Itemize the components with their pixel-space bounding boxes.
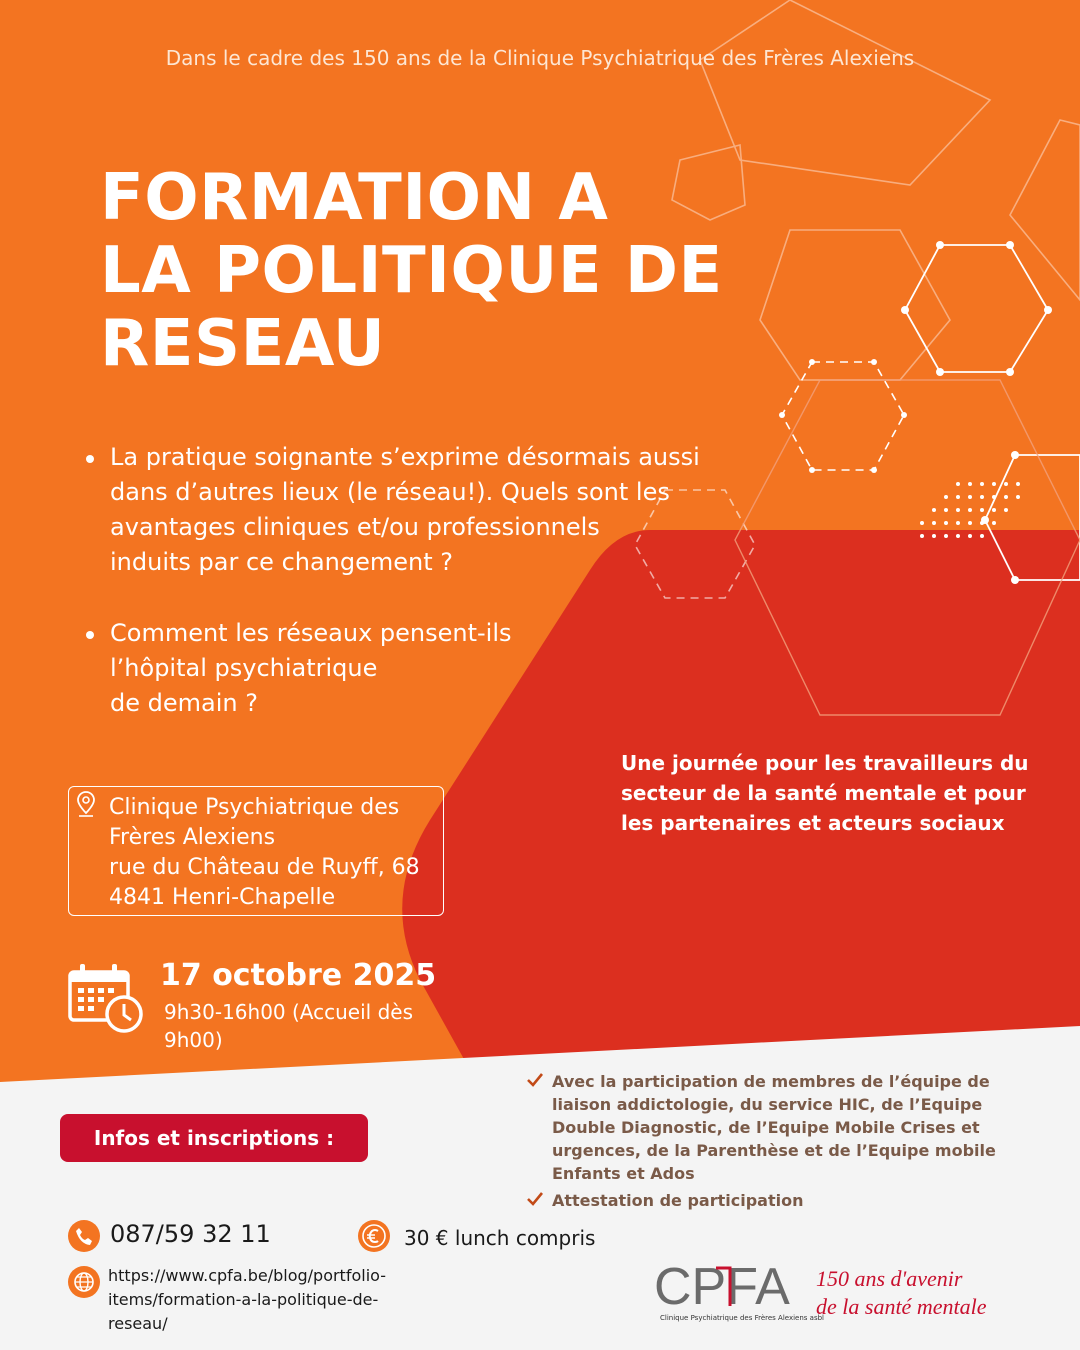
- location-pin-icon: [73, 789, 99, 819]
- title-line-3: RESEAU: [100, 307, 386, 381]
- hexagon-white: [905, 245, 1048, 372]
- hexagon-outline: [760, 230, 950, 380]
- dot-grid: [920, 482, 1020, 538]
- price-text: 30 € lunch compris: [404, 1226, 596, 1250]
- phone-number[interactable]: 087/59 32 11: [110, 1220, 271, 1248]
- address-line: 4841 Henri-Chapelle: [109, 885, 336, 910]
- title-line-1: FORMATION A: [100, 161, 609, 235]
- question-list: [80, 440, 780, 757]
- logo-tagline-2: de la santé mentale: [816, 1294, 987, 1319]
- address-line: rue du Château de Ruyff, 68: [109, 855, 420, 880]
- address-box: [68, 786, 444, 916]
- audience-text: Une journée pour les travailleurs du secteur de la santé mentale et pour les partenaires et acteurs sociaux: [621, 751, 1029, 835]
- logo-acronym: CPFA: [654, 1260, 790, 1316]
- page-title: [100, 162, 723, 381]
- address-line: Clinique Psychiatrique des: [109, 795, 400, 820]
- calendar-clock-icon: [68, 962, 146, 1034]
- euro-icon: [358, 1220, 390, 1252]
- website-link[interactable]: https://www.cpfa.be/blog/portfolio- items/formation-a-la-politique-de- reseau/: [108, 1266, 386, 1333]
- address-text: [109, 793, 420, 913]
- checkmark-icon: [526, 1191, 544, 1207]
- hexagon-outline: [700, 0, 990, 185]
- feature-item: [526, 1070, 1026, 1185]
- phone-icon: [68, 1220, 100, 1252]
- checkmark-icon: [526, 1072, 544, 1088]
- logo-tagline-1: 150 ans d'avenir: [816, 1266, 963, 1291]
- logo-subtitle: Clinique Psychiatrique des Frères Alexiens asbl: [660, 1314, 824, 1322]
- globe-icon: [68, 1266, 100, 1298]
- infos-inscriptions-button[interactable]: Infos et inscriptions :: [60, 1114, 368, 1162]
- hexagon-outline: [1010, 120, 1080, 300]
- event-hours: 9h30-16h00 (Accueil dès 9h00): [164, 1000, 413, 1052]
- feature-text: Attestation de participation: [552, 1191, 804, 1210]
- address-line: Frères Alexiens: [109, 825, 276, 850]
- feature-text: Avec la participation de membres de l’équipe de liaison addictologie, du service HIC, de l’Equipe Double Diagnostic, de l’Equipe Mobile Crises et urgences, de la Parenthèse et de l’Equipe mobile Enfants et Ados: [552, 1072, 996, 1183]
- feature-list: [526, 1070, 1026, 1216]
- question-item: Comment les réseaux pensent-ils l’hôpital psychiatrique de demain ?: [80, 616, 780, 721]
- title-line-2: LA POLITIQUE DE: [100, 234, 723, 308]
- question-item: La pratique soignante s’exprime désormais aussi dans d’autres lieux (le réseau!). Quels sont les avantages cliniques et/ou professionnels induits par ce changement ?: [80, 440, 780, 580]
- feature-item: [526, 1189, 1026, 1212]
- header-context: Dans le cadre des 150 ans de la Clinique Psychiatrique des Frères Alexiens: [165, 46, 915, 70]
- event-date: 17 octobre 2025: [160, 958, 437, 993]
